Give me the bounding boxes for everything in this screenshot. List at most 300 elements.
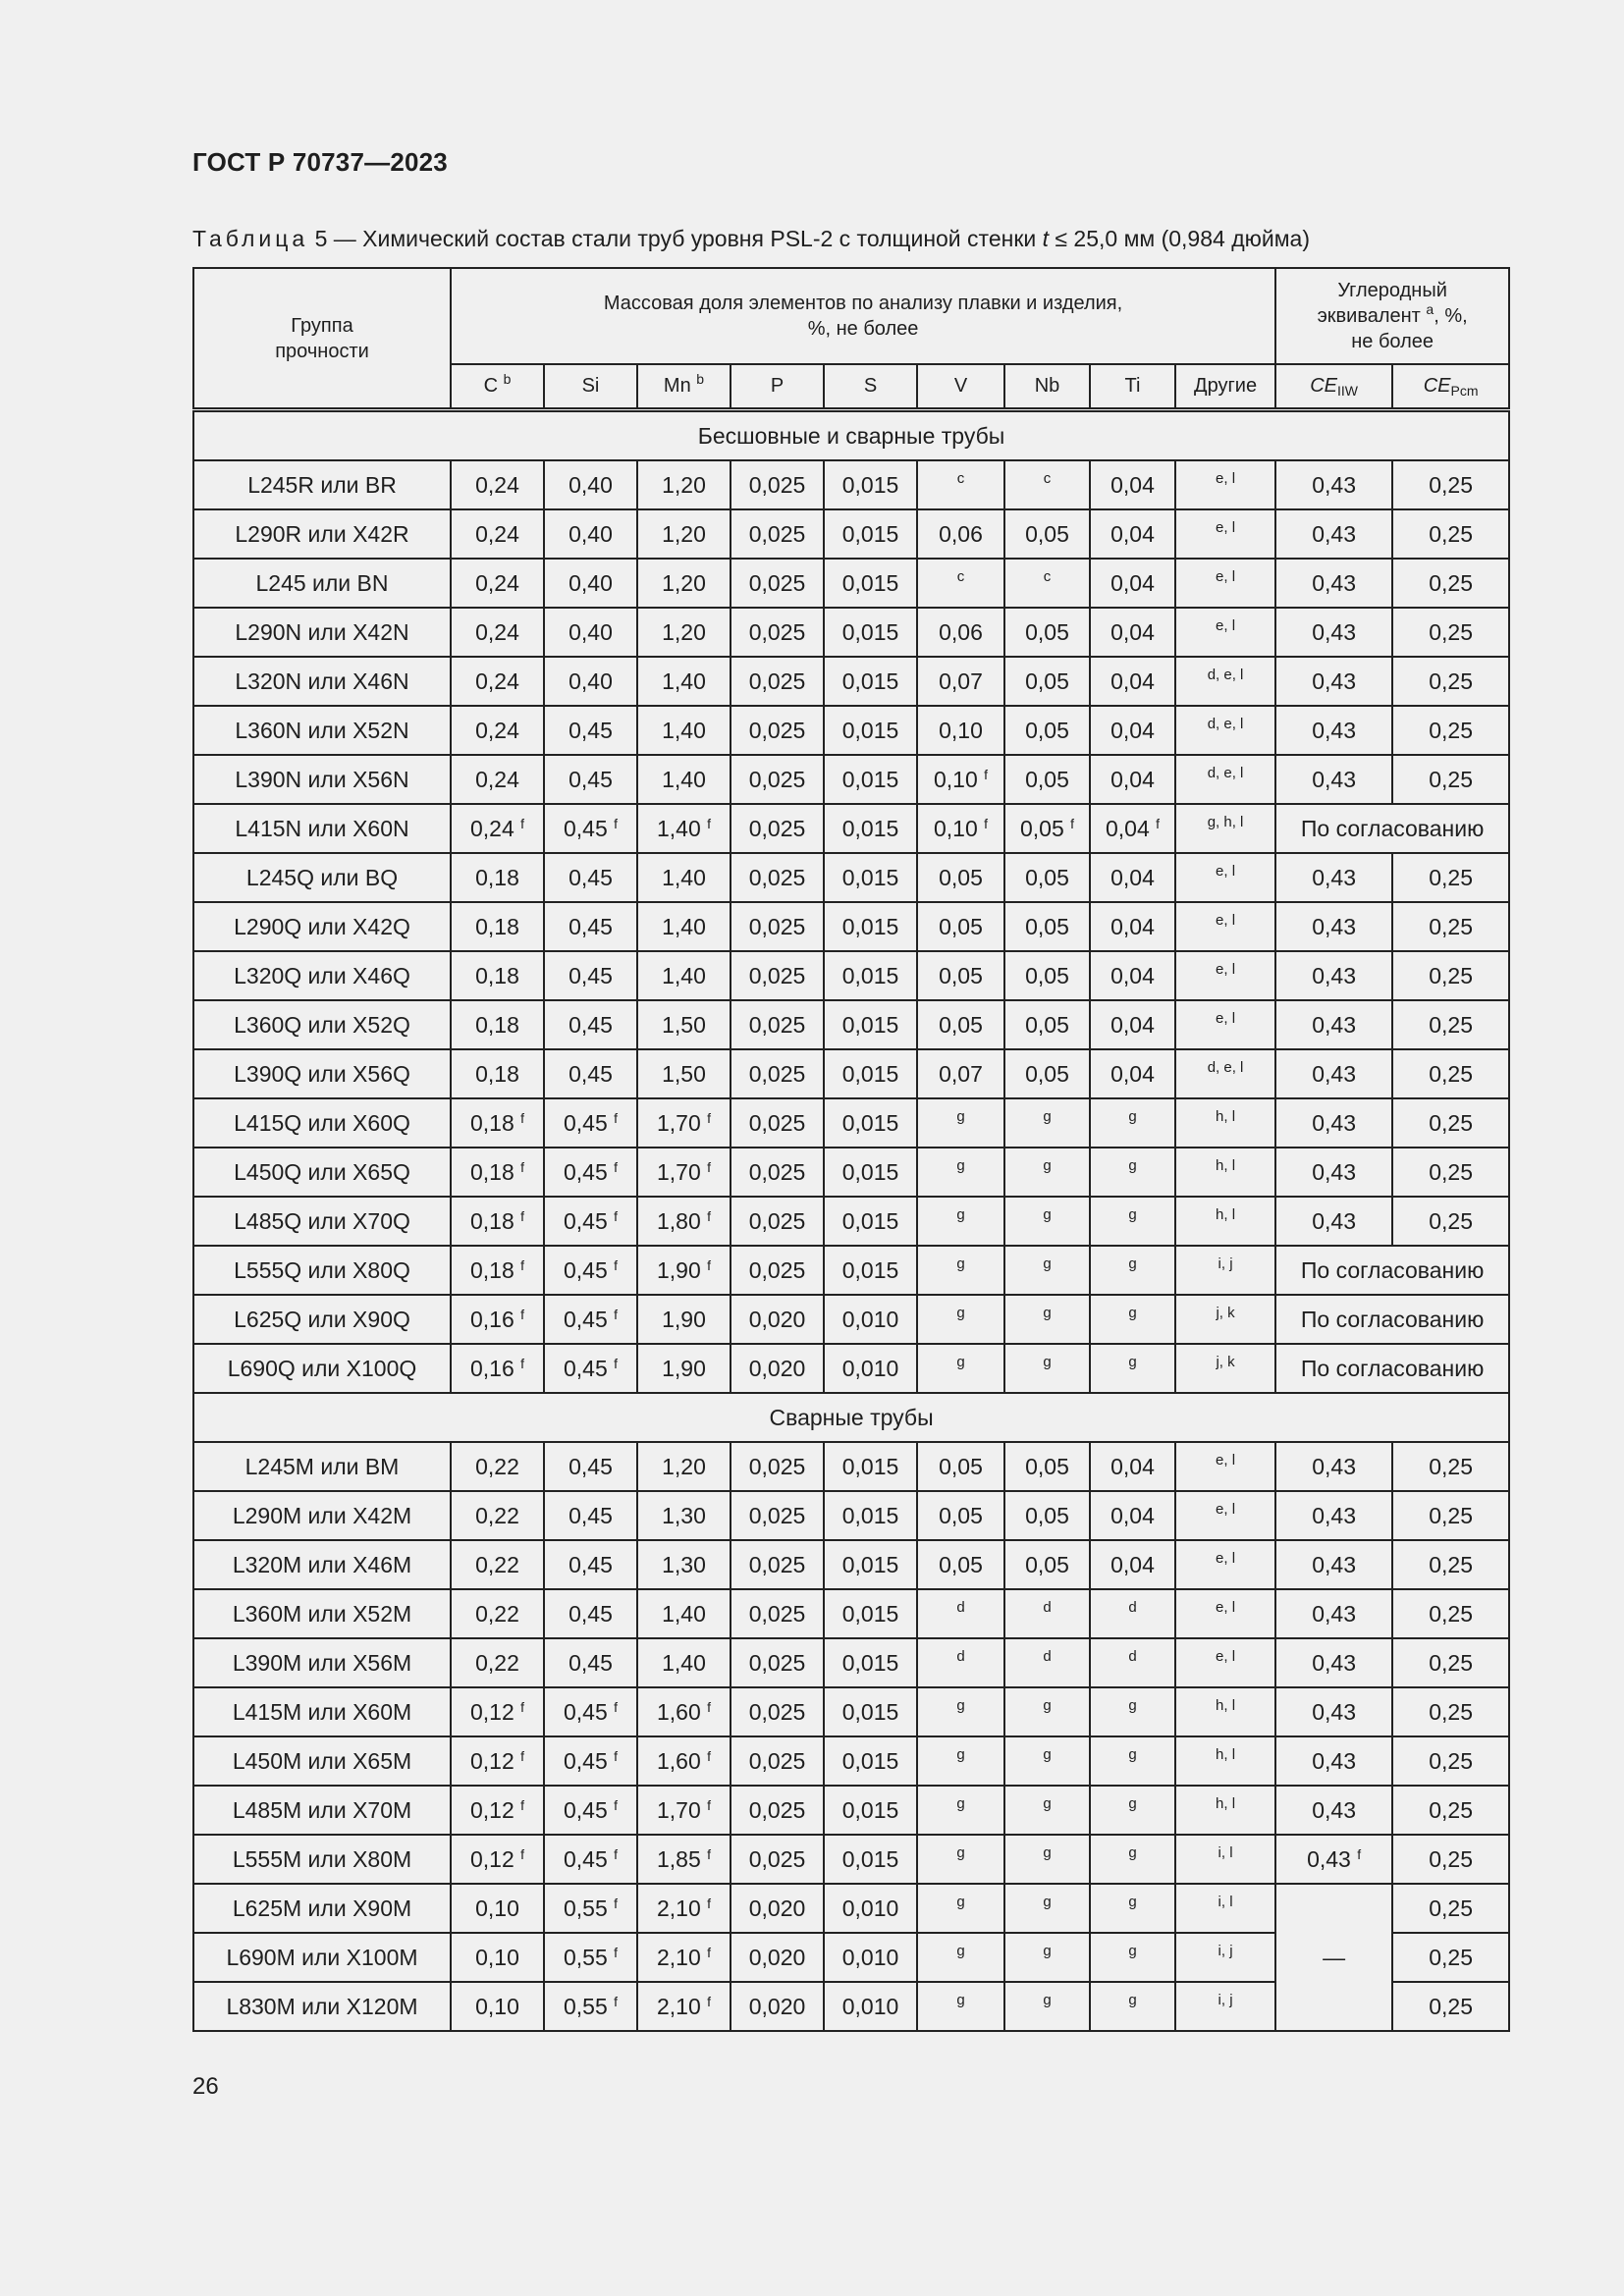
cell-ti: 0,04	[1090, 951, 1175, 1000]
mass-fraction-line1: Массовая доля элементов по анализу плавки и изделия,	[603, 293, 1123, 314]
grade-cell: L290Q или X42Q	[193, 902, 451, 951]
cell-ce-iiw: 0,43	[1275, 1049, 1392, 1098]
footnote-mark: g	[956, 1843, 965, 1861]
cell-si: 0,40	[544, 608, 637, 657]
footnote-mark: f	[984, 815, 989, 831]
cell-c: 0,24	[451, 657, 544, 706]
cell-nb	[1004, 1295, 1090, 1344]
cell-ce-iiw: —	[1275, 1884, 1392, 2031]
cell-ce-pcm: 0,25	[1392, 1589, 1509, 1638]
cell-si: 0,45	[544, 1638, 637, 1687]
cell-ce-iiw: 0,43	[1275, 559, 1392, 608]
cell-nb: 0,05	[1004, 853, 1090, 902]
cell-nb: 0,05	[1004, 1000, 1090, 1049]
cell-c: 0,22	[451, 1638, 544, 1687]
cell-other: i, l	[1175, 1884, 1275, 1933]
cell-other: h, l	[1175, 1786, 1275, 1835]
section-title: Бесшовные и сварные трубы	[193, 410, 1509, 461]
cell-ce-pcm: 0,25	[1392, 755, 1509, 804]
cell-ce-iiw: 0,43	[1275, 1786, 1392, 1835]
cell-p: 0,025	[731, 657, 824, 706]
grade-cell: L830M или X120M	[193, 1982, 451, 2031]
col-ti: Ti	[1090, 364, 1175, 410]
cell-v: 0,10 $^f$	[917, 804, 1004, 853]
cell-si: 0,45 $^f$	[544, 804, 637, 853]
cell-p: 0,025	[731, 509, 824, 559]
cell-ti: 0,04	[1090, 657, 1175, 706]
footnote-mark: f	[520, 1747, 525, 1764]
cell-nb	[1004, 1638, 1090, 1687]
cell-ce-pcm: 0,25	[1392, 1687, 1509, 1736]
footnote-mark: g	[1128, 1942, 1137, 1959]
table-row	[193, 1246, 1509, 1295]
cell-mn: 2,10 $^f$	[637, 1884, 731, 1933]
footnote-mark: g	[1043, 1255, 1052, 1272]
cell-mn: 1,90 $^f$	[637, 1246, 731, 1295]
cell-c: 0,18 $^f$	[451, 1246, 544, 1295]
cell-ti: 0,04	[1090, 1540, 1175, 1589]
cell-v	[917, 1687, 1004, 1736]
cell-other: e, l	[1175, 1638, 1275, 1687]
col-s: S	[824, 364, 917, 410]
footnote-mark: g	[1043, 1745, 1052, 1763]
cell-ti: 0,04	[1090, 1491, 1175, 1540]
col-si: Si	[544, 364, 637, 410]
footnote-mark: g	[1128, 1794, 1137, 1812]
col-v: V	[917, 364, 1004, 410]
cell-other: h, l	[1175, 1736, 1275, 1786]
cell-v	[917, 1736, 1004, 1786]
cell-c: 0,24	[451, 559, 544, 608]
cell-p: 0,025	[731, 1589, 824, 1638]
cell-si: 0,45 $^f$	[544, 1835, 637, 1884]
caption-number: 5	[314, 226, 328, 251]
cell-p: 0,025	[731, 853, 824, 902]
table-row	[193, 853, 1509, 902]
grade-cell: L320Q или X46Q	[193, 951, 451, 1000]
cell-other: d, e, l	[1175, 657, 1275, 706]
carbon-eq-line3: не более	[1351, 331, 1434, 352]
cell-ti: 0,04	[1090, 460, 1175, 509]
footnote-mark: g	[1128, 1893, 1137, 1910]
table-row	[193, 1098, 1509, 1148]
grade-cell: L245 или BN	[193, 559, 451, 608]
cell-ce-iiw: 0,43	[1275, 1148, 1392, 1197]
cell-mn: 1,70 $^f$	[637, 1786, 731, 1835]
footnote-mark: f	[614, 1895, 619, 1911]
cell-nb	[1004, 1982, 1090, 2031]
table-row	[193, 1295, 1509, 1344]
cell-other: e, l	[1175, 460, 1275, 509]
cell-s: 0,010	[824, 1884, 917, 1933]
cell-nb: 0,05	[1004, 509, 1090, 559]
caption-var: t	[1042, 226, 1050, 251]
table-row	[193, 1884, 1509, 1933]
cell-ti	[1090, 1933, 1175, 1982]
cell-nb: 0,05	[1004, 1442, 1090, 1491]
cell-ce-iiw: 0,43	[1275, 1491, 1392, 1540]
cell-ce-pcm: 0,25	[1392, 1638, 1509, 1687]
cell-ce-by-agreement: По согласованию	[1275, 1295, 1509, 1344]
footnote-mark: g	[1043, 1304, 1052, 1321]
cell-s: 0,015	[824, 1197, 917, 1246]
table-row	[193, 706, 1509, 755]
footnote-mark: g	[1043, 1156, 1052, 1174]
cell-s: 0,015	[824, 755, 917, 804]
grade-cell: L450Q или X65Q	[193, 1148, 451, 1197]
footnote-mark: g	[956, 1991, 965, 2008]
cell-p: 0,025	[731, 559, 824, 608]
cell-v	[917, 1786, 1004, 1835]
cell-nb	[1004, 1786, 1090, 1835]
footnote-mark: g	[956, 1353, 965, 1370]
carbon-eq-footnote: a	[1426, 301, 1435, 317]
carbon-eq-line2-post: , %,	[1434, 305, 1468, 327]
cell-c: 0,18 $^f$	[451, 1098, 544, 1148]
cell-c: 0,10	[451, 1884, 544, 1933]
cell-ti	[1090, 1295, 1175, 1344]
cell-nb: 0,05	[1004, 657, 1090, 706]
cell-p: 0,020	[731, 1933, 824, 1982]
cell-s: 0,015	[824, 1687, 917, 1736]
cell-ti	[1090, 1638, 1175, 1687]
footnote-mark: d	[1043, 1647, 1052, 1665]
footnote-mark: f	[520, 1698, 525, 1715]
cell-s: 0,010	[824, 1982, 917, 2031]
cell-mn: 1,40	[637, 853, 731, 902]
cell-c: 0,18	[451, 951, 544, 1000]
cell-s: 0,015	[824, 657, 917, 706]
footnote-mark: g	[956, 1156, 965, 1174]
grade-cell: L390N или X56N	[193, 755, 451, 804]
footnote-mark: f	[707, 1993, 712, 2009]
footnote-mark: f	[520, 815, 525, 831]
cell-mn: 1,20	[637, 460, 731, 509]
cell-nb	[1004, 1884, 1090, 1933]
cell-p: 0,025	[731, 706, 824, 755]
cell-other: e, l	[1175, 1491, 1275, 1540]
cell-s: 0,015	[824, 853, 917, 902]
cell-ce-iiw: 0,43 $^f$	[1275, 1835, 1392, 1884]
cell-v	[917, 1197, 1004, 1246]
cell-ce-pcm: 0,25	[1392, 559, 1509, 608]
table-row	[193, 1049, 1509, 1098]
cell-other: g, h, l	[1175, 804, 1275, 853]
footnote-mark: g	[1043, 1205, 1052, 1223]
cell-nb: 0,05 $^f$	[1004, 804, 1090, 853]
cell-c: 0,18	[451, 1000, 544, 1049]
cell-mn: 1,40	[637, 1589, 731, 1638]
grade-cell: L245M или BM	[193, 1442, 451, 1491]
table-row	[193, 509, 1509, 559]
cell-si: 0,45 $^f$	[544, 1786, 637, 1835]
table-row	[193, 902, 1509, 951]
footnote-mark: g	[956, 1893, 965, 1910]
page-number: 26	[192, 2073, 219, 2100]
cell-p: 0,025	[731, 460, 824, 509]
cell-p: 0,025	[731, 951, 824, 1000]
cell-ce-pcm: 0,25	[1392, 706, 1509, 755]
cell-ce-iiw: 0,43	[1275, 460, 1392, 509]
cell-ce-by-agreement: По согласованию	[1275, 1344, 1509, 1393]
cell-nb	[1004, 1197, 1090, 1246]
cell-v	[917, 559, 1004, 608]
cell-mn: 1,90	[637, 1344, 731, 1393]
document-header: ГОСТ Р 70737—2023	[192, 147, 448, 177]
footnote-mark: f	[520, 1796, 525, 1813]
cell-ti: 0,04	[1090, 559, 1175, 608]
cell-ce-iiw: 0,43	[1275, 1540, 1392, 1589]
footnote-mark: f	[707, 1747, 712, 1764]
cell-ce-iiw: 0,43	[1275, 1589, 1392, 1638]
cell-s: 0,015	[824, 1638, 917, 1687]
cell-si: 0,45	[544, 902, 637, 951]
cell-p: 0,025	[731, 1000, 824, 1049]
cell-nb	[1004, 1687, 1090, 1736]
cell-p: 0,025	[731, 1246, 824, 1295]
footnote-mark: f	[520, 1256, 525, 1273]
cell-s: 0,015	[824, 1148, 917, 1197]
cell-mn: 1,40	[637, 951, 731, 1000]
cell-v	[917, 1835, 1004, 1884]
cell-nb: 0,05	[1004, 1491, 1090, 1540]
table-row	[193, 755, 1509, 804]
cell-ti: 0,04	[1090, 608, 1175, 657]
cell-ce-pcm: 0,25	[1392, 1884, 1509, 1933]
table-row	[193, 1736, 1509, 1786]
cell-ce-pcm: 0,25	[1392, 1540, 1509, 1589]
cell-other: h, l	[1175, 1197, 1275, 1246]
footnote-mark: f	[614, 1944, 619, 1960]
cell-s: 0,015	[824, 1098, 917, 1148]
cell-p: 0,025	[731, 804, 824, 853]
cell-ti	[1090, 1884, 1175, 1933]
cell-si: 0,45 $^f$	[544, 1736, 637, 1786]
group-header	[193, 268, 451, 410]
cell-si: 0,40	[544, 559, 637, 608]
cell-ti	[1090, 1197, 1175, 1246]
footnote-mark: c	[956, 469, 965, 487]
cell-mn: 1,85 $^f$	[637, 1835, 731, 1884]
cell-c: 0,24	[451, 706, 544, 755]
cell-nb	[1004, 559, 1090, 608]
cell-ce-pcm: 0,25	[1392, 509, 1509, 559]
cell-s: 0,015	[824, 1786, 917, 1835]
cell-s: 0,015	[824, 1246, 917, 1295]
cell-c: 0,16 $^f$	[451, 1344, 544, 1393]
grade-cell: L415Q или X60Q	[193, 1098, 451, 1148]
footnote-mark: g	[956, 1794, 965, 1812]
table-row	[193, 657, 1509, 706]
cell-mn: 2,10 $^f$	[637, 1982, 731, 2031]
cell-nb: 0,05	[1004, 1540, 1090, 1589]
carbon-eq-line1: Углеродный	[1337, 280, 1447, 301]
cell-nb: 0,05	[1004, 951, 1090, 1000]
cell-ce-iiw: 0,43	[1275, 608, 1392, 657]
cell-p: 0,025	[731, 755, 824, 804]
cell-other: e, l	[1175, 1000, 1275, 1049]
cell-other: i, j	[1175, 1246, 1275, 1295]
cell-v: 0,05	[917, 902, 1004, 951]
cell-ce-pcm: 0,25	[1392, 1786, 1509, 1835]
table-row	[193, 1000, 1509, 1049]
cell-nb	[1004, 1736, 1090, 1786]
cell-ce-pcm: 0,25	[1392, 657, 1509, 706]
col-other: Другие	[1175, 364, 1275, 410]
grade-cell: L690Q или X100Q	[193, 1344, 451, 1393]
carbon-eq-line2-pre: эквивалент	[1317, 305, 1427, 327]
table-row	[193, 1589, 1509, 1638]
cell-si: 0,45 $^f$	[544, 1098, 637, 1148]
cell-mn: 1,30	[637, 1540, 731, 1589]
footnote-mark: g	[1128, 1304, 1137, 1321]
cell-si: 0,45	[544, 1442, 637, 1491]
header-row-1	[193, 268, 1509, 364]
footnote-mark: g	[1128, 1696, 1137, 1714]
col-c: C $^b$	[451, 364, 544, 410]
footnote-mark: f	[707, 1845, 712, 1862]
table-row	[193, 1835, 1509, 1884]
cell-ti	[1090, 1736, 1175, 1786]
grade-cell: L485M или X70M	[193, 1786, 451, 1835]
cell-ce-iiw: 0,43	[1275, 951, 1392, 1000]
cell-mn: 2,10 $^f$	[637, 1933, 731, 1982]
cell-ce-by-agreement: По согласованию	[1275, 1246, 1509, 1295]
table-row	[193, 1197, 1509, 1246]
cell-ti: 0,04	[1090, 706, 1175, 755]
grade-cell: L690M или X100M	[193, 1933, 451, 1982]
grade-cell: L415N или X60N	[193, 804, 451, 853]
cell-c: 0,18	[451, 902, 544, 951]
cell-s: 0,010	[824, 1344, 917, 1393]
footnote-mark: f	[707, 1796, 712, 1813]
col-ce-iiw: $CE_{IIW}$	[1275, 364, 1392, 410]
table-row	[193, 1491, 1509, 1540]
cell-nb	[1004, 1933, 1090, 1982]
cell-v	[917, 1246, 1004, 1295]
cell-other: h, l	[1175, 1148, 1275, 1197]
footnote-mark: f	[614, 1109, 619, 1126]
cell-v: 0,05	[917, 951, 1004, 1000]
cell-nb	[1004, 460, 1090, 509]
footnote-mark: f	[520, 1158, 525, 1175]
cell-ti	[1090, 1687, 1175, 1736]
table-caption	[192, 226, 1310, 252]
cell-other: h, l	[1175, 1687, 1275, 1736]
cell-c: 0,12 $^f$	[451, 1786, 544, 1835]
cell-nb: 0,05	[1004, 608, 1090, 657]
footnote-mark: g	[1043, 1696, 1052, 1714]
cell-mn: 1,70 $^f$	[637, 1148, 731, 1197]
carbon-equivalent-header	[1275, 268, 1509, 364]
footnote-mark: g	[1043, 1107, 1052, 1125]
footnote-mark: f	[614, 1158, 619, 1175]
cell-v	[917, 1295, 1004, 1344]
cell-ce-pcm: 0,25	[1392, 1933, 1509, 1982]
cell-other: e, l	[1175, 1540, 1275, 1589]
col-ce-pcm: $CE_{Pcm}$	[1392, 364, 1509, 410]
cell-other: i, j	[1175, 1933, 1275, 1982]
cell-c: 0,12 $^f$	[451, 1736, 544, 1786]
cell-mn: 1,40	[637, 902, 731, 951]
footnote-mark: f	[614, 1796, 619, 1813]
cell-s: 0,015	[824, 1736, 917, 1786]
grade-cell: L485Q или X70Q	[193, 1197, 451, 1246]
footnote-mark: f	[614, 1256, 619, 1273]
section-title: Сварные трубы	[193, 1393, 1509, 1442]
cell-s: 0,015	[824, 706, 917, 755]
cell-other: d, e, l	[1175, 755, 1275, 804]
cell-nb	[1004, 1246, 1090, 1295]
grade-cell: L320M или X46M	[193, 1540, 451, 1589]
cell-other: e, l	[1175, 1589, 1275, 1638]
grade-cell: L555M или X80M	[193, 1835, 451, 1884]
cell-ce-pcm: 0,25	[1392, 853, 1509, 902]
cell-v: 0,05	[917, 1491, 1004, 1540]
grade-cell: L390M или X56M	[193, 1638, 451, 1687]
chemical-composition-table	[192, 267, 1510, 2032]
cell-ce-pcm: 0,25	[1392, 1000, 1509, 1049]
cell-si: 0,45	[544, 1049, 637, 1098]
cell-ce-iiw: 0,43	[1275, 1098, 1392, 1148]
grade-cell: L450M или X65M	[193, 1736, 451, 1786]
table-row	[193, 1148, 1509, 1197]
cell-c: 0,10	[451, 1982, 544, 2031]
footnote-mark: f	[520, 1306, 525, 1322]
cell-v: 0,06	[917, 509, 1004, 559]
cell-nb	[1004, 1098, 1090, 1148]
footnote-mark: f	[520, 1207, 525, 1224]
col-nb: Nb	[1004, 364, 1090, 410]
table-row	[193, 559, 1509, 608]
cell-ce-iiw: 0,43	[1275, 509, 1392, 559]
cell-ce-iiw: 0,43	[1275, 1638, 1392, 1687]
cell-other: e, l	[1175, 853, 1275, 902]
cell-ce-pcm: 0,25	[1392, 1049, 1509, 1098]
footnote-mark: f	[707, 1698, 712, 1715]
cell-p: 0,025	[731, 1442, 824, 1491]
cell-ti: 0,04	[1090, 1049, 1175, 1098]
cell-nb: 0,05	[1004, 1049, 1090, 1098]
cell-si: 0,45 $^f$	[544, 1148, 637, 1197]
group-label: Группа прочности	[275, 314, 369, 362]
table-row	[193, 804, 1509, 853]
cell-v: 0,05	[917, 1540, 1004, 1589]
cell-v: 0,05	[917, 1442, 1004, 1491]
cell-v	[917, 1148, 1004, 1197]
table-row	[193, 1638, 1509, 1687]
footnote-mark: f	[614, 1355, 619, 1371]
cell-c: 0,22	[451, 1442, 544, 1491]
cell-ce-iiw: 0,43	[1275, 755, 1392, 804]
cell-si: 0,45	[544, 1540, 637, 1589]
footnote-mark: g	[956, 1745, 965, 1763]
footnote-mark: f	[614, 1747, 619, 1764]
cell-c: 0,18	[451, 1049, 544, 1098]
cell-c: 0,24	[451, 608, 544, 657]
cell-nb: 0,05	[1004, 706, 1090, 755]
cell-mn: 1,40 $^f$	[637, 804, 731, 853]
cell-s: 0,015	[824, 1540, 917, 1589]
cell-c: 0,18	[451, 853, 544, 902]
cell-ce-pcm: 0,25	[1392, 1197, 1509, 1246]
section-row	[193, 410, 1509, 461]
grade-cell: L360N или X52N	[193, 706, 451, 755]
table-row	[193, 951, 1509, 1000]
grade-cell: L245Q или BQ	[193, 853, 451, 902]
cell-v	[917, 1098, 1004, 1148]
cell-v: 0,10 $^f$	[917, 755, 1004, 804]
